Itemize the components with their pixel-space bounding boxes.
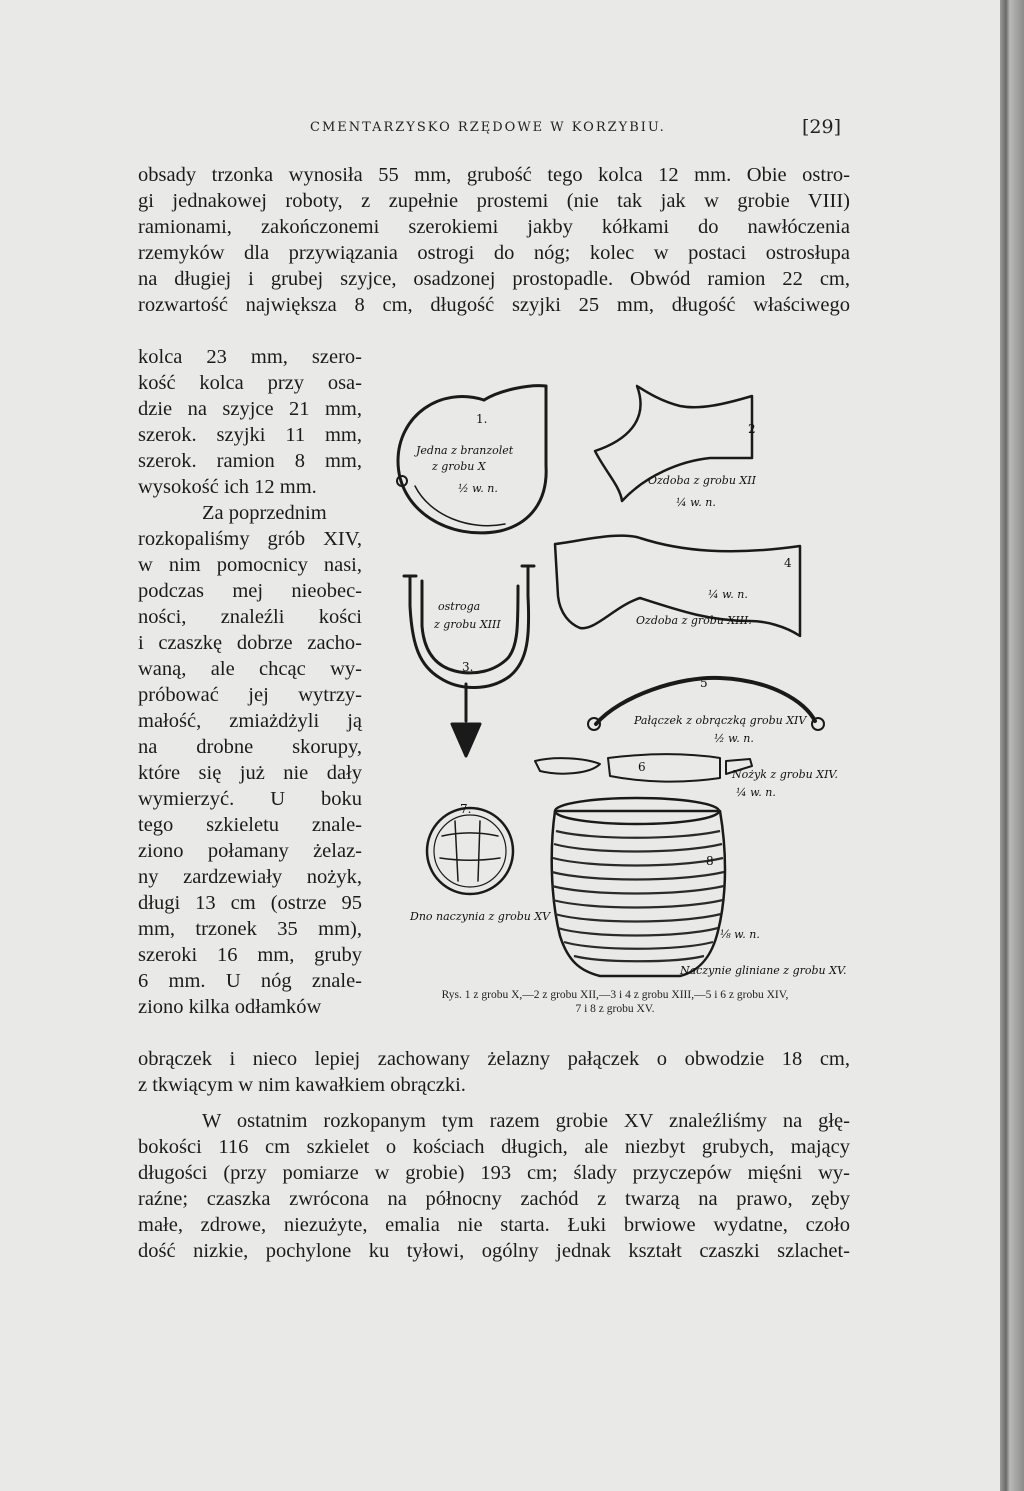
figure-label: Ozdoba z grobu XIII. (636, 614, 752, 627)
vessel-ribs (552, 831, 724, 961)
text-line: szerok. szyjki 11 mm, (138, 424, 362, 446)
text-line: dość nizkie, pochylone ku tyłowi, ogólny jednak kształt czaszki szlachet- (138, 1240, 850, 1262)
caption-line: 7 i 8 z grobu XV. (575, 1003, 655, 1015)
vessel-base-drawing (427, 808, 513, 894)
text-line: szerok. ramion 8 mm, (138, 450, 362, 472)
figure-label: Naczynie gliniane z grobu XV. (680, 964, 847, 977)
text-line: Za poprzednim (202, 502, 327, 524)
caption-line: Rys. 1 z grobu X,—2 z grobu XII,—3 i 4 z grobu XIII,—5 i 6 z grobu XIV, (441, 989, 789, 1001)
figure-number-6: 6 (638, 760, 646, 774)
book-spine-edge (1000, 0, 1024, 1491)
figure-label: Pałączek z obrączką grobu XIV (634, 714, 807, 727)
body-text-after-figure (138, 1046, 850, 1098)
artifact-figure (380, 366, 852, 1026)
text-line: kość kolca przy osa- (138, 372, 362, 394)
figure-scale: ¼ w. n. (708, 588, 748, 601)
text-line: obrączek i nieco lepiej zachowany żelazny pałączek o obwodzie 18 cm, (138, 1048, 850, 1070)
text-line: małość, zmiażdżyli ją (138, 710, 362, 732)
text-line: W ostatnim rozkopanym tym razem grobie XV znaleźliśmy na głę- (202, 1110, 850, 1132)
text-line: z tkwiącym w nim kawałkiem obrączki. (138, 1074, 466, 1096)
text-line: podczas mej nieobec- (138, 580, 362, 602)
text-line: ny zardzewiały nożyk, (138, 866, 362, 888)
figure-scale: ⅛ w. n. (720, 928, 760, 941)
text-line: wysokość ich 12 mm. (138, 476, 317, 498)
text-line: raźne; czaszka zwrócona na północny zachód z twarzą na prawo, zęby (138, 1188, 850, 1210)
text-line: które się już nie dały (138, 762, 362, 784)
body-text-bottom (138, 1108, 850, 1264)
body-text-top (138, 162, 850, 318)
body-text-left-column (138, 344, 362, 1020)
text-line: małe, zdrowe, niezużyte, emalia nie starta. Łuki brwiowe wydatne, czoło (138, 1214, 850, 1236)
text-line: na długiej i grubej szyjce, osadzonej prostopadle. Obwód ramion 22 cm, (138, 268, 850, 290)
text-line: i czaszkę dobrze zacho- (138, 632, 362, 654)
running-title: CMENTARZYSKO RZĘDOWE W KORZYBIU. (310, 120, 666, 135)
figure-number-8: 8 (706, 854, 714, 868)
text-line: długości (przy pomiarze w grobie) 193 cm; ślady przyczepów mięśni wy- (138, 1162, 850, 1184)
text-line: bokości 116 cm szkielet o kościach długich, ale niezbyt grubych, mający (138, 1136, 850, 1158)
text-line: na drobne skorupy, (138, 736, 362, 758)
figure-label: Dno naczynia z grobu XV (410, 910, 551, 923)
text-line: próbować jej wytrzy- (138, 684, 362, 706)
figure-scale: ¼ w. n. (736, 786, 776, 799)
text-line: 6 mm. U nóg znale- (138, 970, 362, 992)
text-line: rzemyków dla przywiązania ostrogi do nóg; kolec w postaci ostrosłupa (138, 242, 850, 264)
text-line: ramionami, zakończonemi szerokiemi jakby kółkami do nawłóczenia (138, 216, 850, 238)
text-line: rozwartość największa 8 cm, długość szyjki 25 mm, długość właściwego (138, 294, 850, 316)
figure-number-3: 3. (462, 660, 474, 674)
figure-caption (378, 988, 852, 1016)
text-line: mm, trzonek 35 mm), (138, 918, 362, 940)
text-line: ziono połamany żelaz- (138, 840, 362, 862)
text-line: szeroki 16 mm, gruby (138, 944, 362, 966)
figure-label: z grobu XIII (434, 618, 501, 631)
figure-label: Ozdoba z grobu XII (648, 474, 756, 487)
text-line: ności, znaleźli kości (138, 606, 362, 628)
figure-number-4: 4 (784, 556, 792, 570)
text-line: dzie na szyjce 21 mm, (138, 398, 362, 420)
figure-label: z grobu X (432, 460, 486, 473)
text-line: waną, ale chcąc wy- (138, 658, 362, 680)
figure-label: ostroga (438, 600, 481, 613)
text-line: kolca 23 mm, szero- (138, 346, 362, 368)
figure-label: Nożyk z grobu XIV. (732, 768, 838, 781)
text-line: gi jednakowej roboty, z zupełnie prostemi (nie tak jak w grobie VIII) (138, 190, 850, 212)
text-line: w nim pomocnicy nasi, (138, 554, 362, 576)
text-line: długi 13 cm (ostrze 95 (138, 892, 362, 914)
figure-scale: ¼ w. n. (676, 496, 716, 509)
page-number: [29] (802, 116, 842, 138)
figure-number-2: 2 (748, 422, 756, 436)
text-line: wymierzyć. U boku (138, 788, 362, 810)
text-line: rozkopaliśmy grób XIV, (138, 528, 362, 550)
figure-number-5: 5 (700, 676, 708, 690)
text-line: obsady trzonka wynosiła 55 mm, grubość tego kolca 12 mm. Obie ostro- (138, 164, 850, 186)
figure-scale: ½ w. n. (458, 482, 498, 495)
text-line: tego szkieletu znale- (138, 814, 362, 836)
figure-number-7: 7. (460, 802, 472, 816)
text-line: ziono kilka odłamków (138, 996, 322, 1018)
figure-label: Jedna z branzolet (416, 444, 514, 457)
figure-scale: ½ w. n. (714, 732, 754, 745)
figure-number-1: 1. (476, 412, 488, 426)
